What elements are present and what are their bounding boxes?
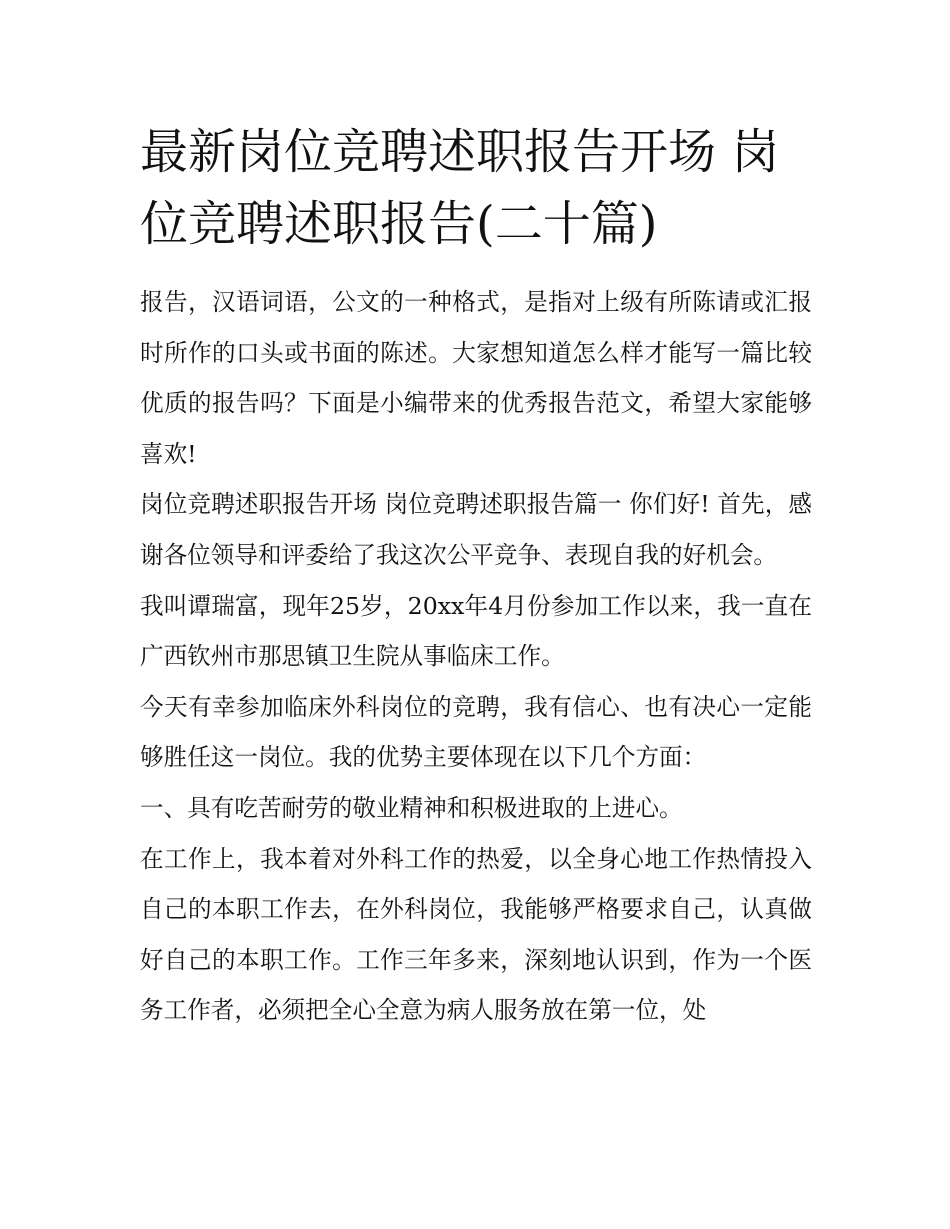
document-title: 最新岗位竞聘述职报告开场 岗位竞聘述职报告(二十篇) xyxy=(140,124,780,252)
paragraph-confidence: 今天有幸参加临床外科岗位的竞聘，我有信心、也有决心一定能够胜任这一岗位。我的优势主要体现在以下几个方面： xyxy=(140,692,812,772)
paragraph-opening: 岗位竞聘述职报告开场 岗位竞聘述职报告篇一 你们好! 首先，感谢各位领导和评委给了我这次公平竞争、表现自我的好机会。 xyxy=(140,490,812,569)
paragraph-self-introduction: 我叫谭瑞富，现年25岁，20xx年4月份参加工作以来，我一直在广西钦州市那思镇卫生院从事临床工作。 xyxy=(140,591,812,671)
paragraph-section-heading-1: 一、具有吃苦耐劳的敬业精神和积极进取的上进心。 xyxy=(140,793,683,822)
paragraph-intro: 报告，汉语词语，公文的一种格式，是指对上级有所陈请或汇报时所作的口头或书面的陈述。大家想知道怎么样才能写一篇比较优质的报告吗？下面是小编带来的优秀报告范文，希望大家能够喜欢! xyxy=(140,288,812,468)
paragraph-work-attitude: 在工作上，我本着对外科工作的热爱，以全身心地工作热情投入自己的本职工作去，在外科岗位，我能够严格要求自己，认真做好自己的本职工作。工作三年多来，深刻地认识到，作为一个医务工作者，必须把全心全意为病人服务放在第一位，处 xyxy=(140,844,812,1025)
document-body xyxy=(140,277,812,1036)
